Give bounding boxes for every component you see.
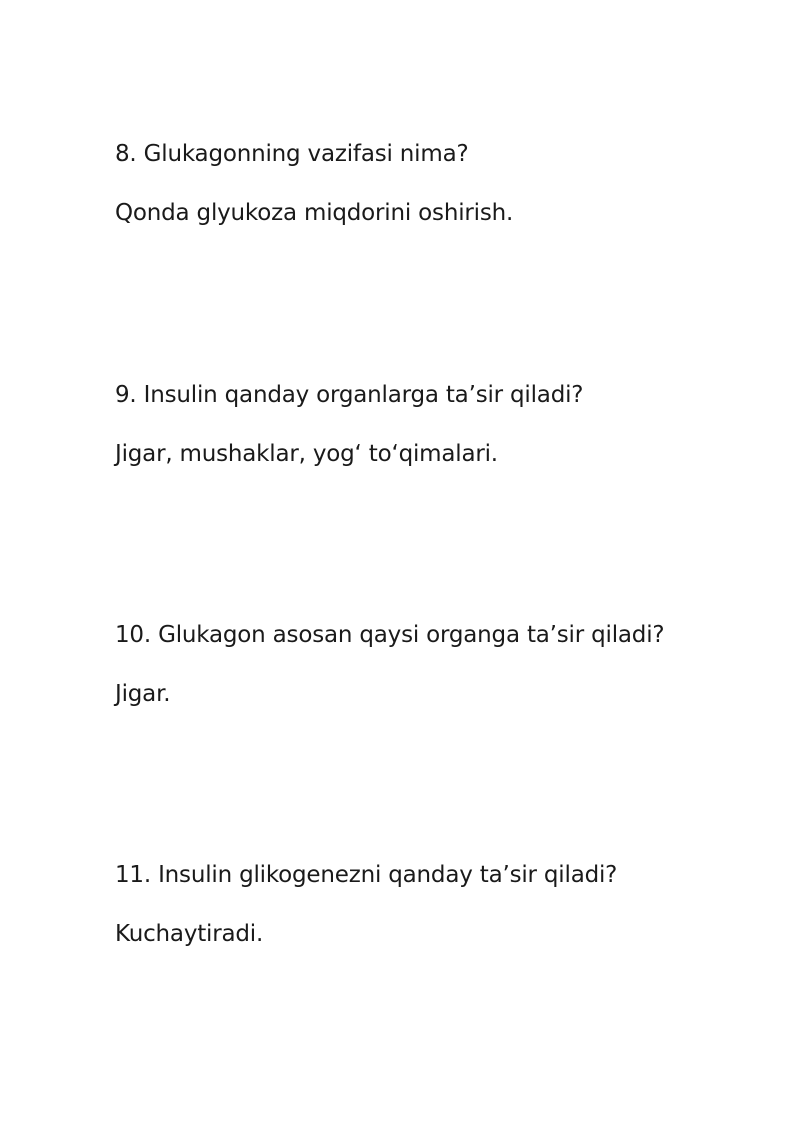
answer-text: Jigar. bbox=[115, 681, 171, 707]
qa-item bbox=[115, 380, 755, 469]
question-text: 9. Insulin qanday organlarga ta’sir qiladi? bbox=[115, 382, 584, 408]
answer-text: Kuchaytiradi. bbox=[115, 921, 264, 947]
qa-item bbox=[115, 620, 755, 709]
answer-text: Qonda glyukoza miqdorini oshirish. bbox=[115, 200, 514, 226]
answer-text: Jigar, mushaklar, yog‘ to‘qimalari. bbox=[115, 441, 498, 467]
question-text: 10. Glukagon asosan qaysi organga ta’sir qiladi? bbox=[115, 622, 665, 648]
qa-item bbox=[115, 860, 755, 949]
question-text: 11. Insulin glikogenezni qanday ta’sir qiladi? bbox=[115, 862, 618, 888]
qa-item bbox=[115, 139, 755, 228]
question-text: 8. Glukagonning vazifasi nima? bbox=[115, 141, 469, 167]
